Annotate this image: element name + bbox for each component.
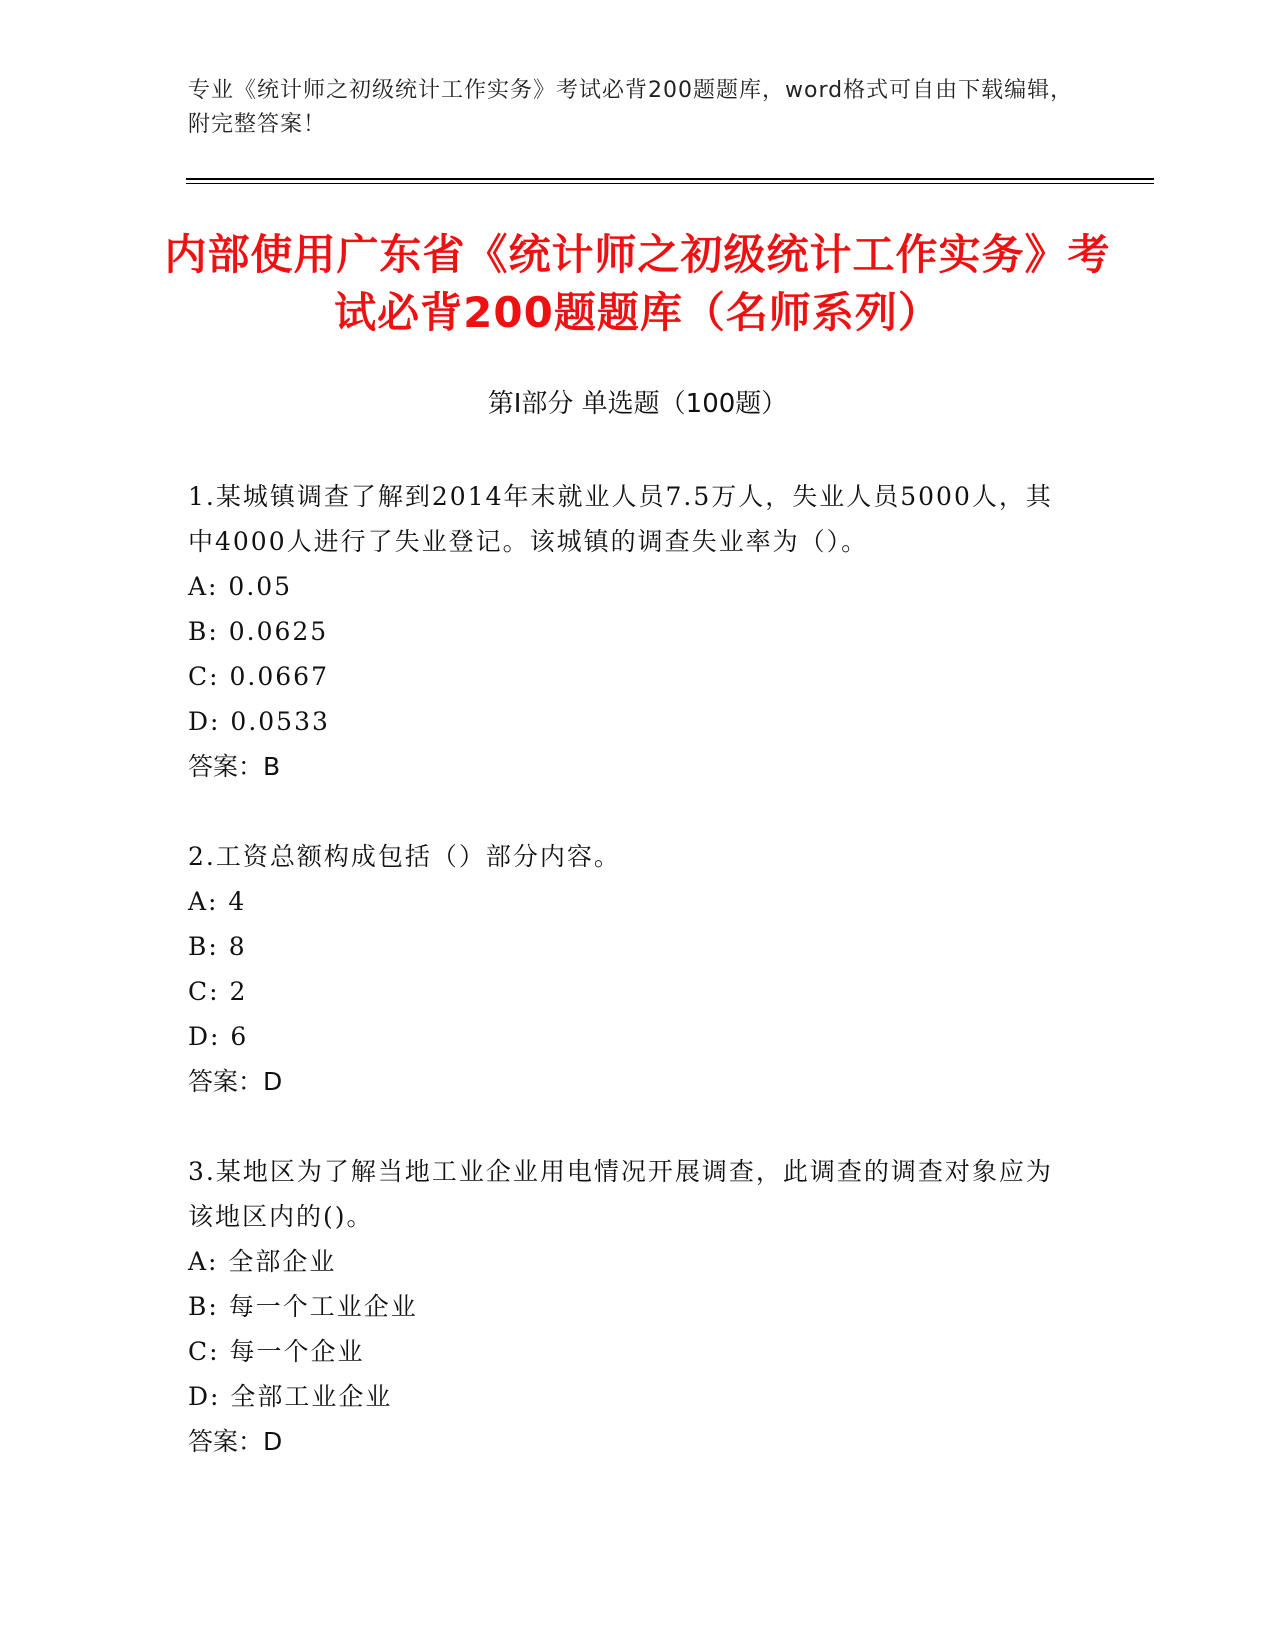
option-c: C: 每一个企业 bbox=[188, 1337, 365, 1366]
option-d: D: 全部工业企业 bbox=[188, 1382, 393, 1411]
option-a: A: 0.05 bbox=[188, 572, 293, 601]
option-c: C: 0.0667 bbox=[188, 662, 329, 691]
header-divider-thick bbox=[186, 178, 1154, 180]
question-3 bbox=[188, 1149, 1068, 1464]
option-d: D: 6 bbox=[188, 1022, 249, 1051]
option-b: B: 每一个工业企业 bbox=[188, 1292, 418, 1321]
option-b: B: 8 bbox=[188, 932, 247, 961]
answer: 答案：D bbox=[188, 1067, 283, 1096]
option-c: C: 2 bbox=[188, 977, 248, 1006]
question-stem: 2.工资总额构成包括（）部分内容。 bbox=[188, 842, 621, 871]
question-1 bbox=[188, 474, 1068, 789]
header-divider-thin bbox=[186, 183, 1154, 184]
option-a: A: 4 bbox=[188, 887, 247, 916]
option-d: D: 0.0533 bbox=[188, 707, 330, 736]
option-a: A: 全部企业 bbox=[188, 1247, 337, 1276]
question-stem: 3.某地区为了解当地工业企业用电情况开展调查，此调查的调查对象应为该地区内的()。 bbox=[188, 1157, 1053, 1231]
option-b: B: 0.0625 bbox=[188, 617, 329, 646]
document-title: 内部使用广东省《统计师之初级统计工作实务》考试必背200题题库（名师系列） bbox=[164, 230, 1111, 337]
answer: 答案：B bbox=[188, 752, 281, 781]
section-heading: 第I部分 单选题（100题） bbox=[487, 389, 788, 419]
answer: 答案：D bbox=[188, 1427, 283, 1456]
header-note: 专业《统计师之初级统计工作实务》考试必背200题题库，word格式可自由下载编辑，附完整答案！ bbox=[188, 78, 1074, 137]
question-stem: 1.某城镇调查了解到2014年末就业人员7.5万人，失业人员5000人，其中4000人进行了失业登记。该城镇的调查失业率为（）。 bbox=[188, 482, 1053, 556]
question-2 bbox=[188, 834, 1068, 1104]
